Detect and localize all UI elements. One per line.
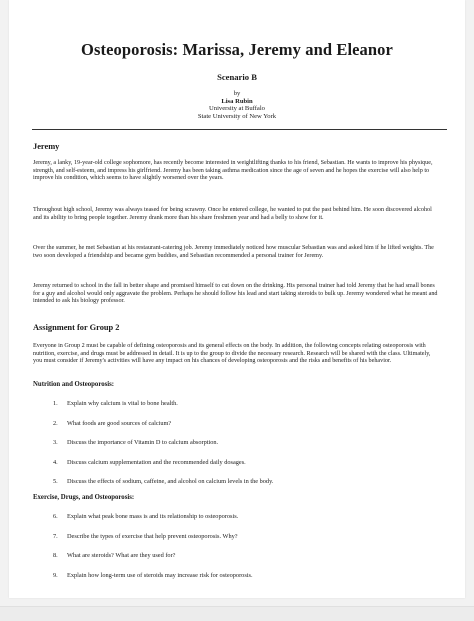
item-number: 9. bbox=[53, 571, 58, 579]
list-item bbox=[53, 552, 433, 572]
item-text: What are steroids? What are they used for? bbox=[67, 552, 176, 559]
item-number: 2. bbox=[53, 419, 58, 427]
affiliation-line-2: State University of New York bbox=[197, 112, 277, 120]
list-item bbox=[53, 459, 433, 479]
item-number: 1. bbox=[53, 400, 58, 407]
item-number: 6. bbox=[53, 513, 58, 520]
jeremy-paragraph-4: Jeremy returned to school in the fall in better shape and promised himself to cut down on the drinking. His personal trainer had told Jeremy that he had small bones for a guy and alcohol would only aggravate the problem. Perhaps he should follow his lead and start taking steroids to bulk up. Jeremy wondered what he meant and intended to ask his biology professor. bbox=[33, 283, 438, 305]
list-item bbox=[53, 572, 433, 592]
item-text: Describe the types of exercise that help prevent osteoporosis. Why? bbox=[67, 532, 238, 540]
nutrition-heading: Nutrition and Osteoporosis: bbox=[33, 381, 115, 388]
nutrition-question-list bbox=[53, 400, 433, 498]
assignment-heading: Assignment for Group 2 bbox=[33, 323, 120, 332]
jeremy-paragraph-2: Throughout high school, Jeremy was always teased for being scrawny. Once he entered college, he wanted to put the past behind him. He soon discovered alcohol and its ability to bring people together. Jeremy drank more than his share freshmen year and had a belly to show for it. bbox=[33, 207, 432, 221]
list-item bbox=[53, 439, 433, 459]
assignment-intro: Everyone in Group 2 must be capable of defining osteoporosis and its general effects on the body. In addition, the following concepts relating osteoporosis with nutrition, exercise, and drugs must be addressed in detail. It is up to the group to divide the necessary research. Research will be shared with the class. Ultimately, you must consider if Jeremy's activities will have any impact on his chances of developing osteoporosis and the risks and benefits of his behavior. bbox=[33, 343, 431, 365]
item-text: What foods are good sources of calcium? bbox=[67, 419, 172, 427]
exercise-question-list bbox=[53, 513, 433, 591]
viewer-bottom-edge bbox=[0, 606, 474, 621]
jeremy-heading: Jeremy bbox=[33, 142, 60, 151]
list-item bbox=[53, 533, 433, 553]
item-number: 8. bbox=[53, 552, 58, 559]
author-name: Lisa Rubin bbox=[221, 97, 253, 105]
item-text: Discuss the importance of Vitamin D to calcium absorption. bbox=[67, 439, 219, 446]
list-item bbox=[53, 513, 433, 533]
document-title: Osteoporosis: Marissa, Jeremy and Eleanor bbox=[81, 40, 393, 59]
item-number: 4. bbox=[53, 458, 58, 466]
list-item bbox=[53, 420, 433, 440]
by-label: by bbox=[233, 90, 241, 97]
jeremy-paragraph-1: Jeremy, a lanky, 19-year-old college sophomore, has recently become interested in weightlifting thanks to his friend, Sebastian. He wants to improve his physique, strength, and self-esteem, and impress his girlfriend. Jeremy has been taking asthma medication since the age of seven and he hopes the exercise will also help to improve his condition, which seems to have slightly worsened over the years. bbox=[33, 160, 433, 182]
item-text: Explain why calcium is vital to bone health. bbox=[67, 400, 178, 407]
jeremy-paragraph-3: Over the summer, he met Sebastian at his restaurant-catering job. Jeremy immediately noticed how muscular Sebastian was and asked him if he lifted weights. The two soon developed a friendship and became gym buddies, and Sebastian recommended a personal trainer for Jeremy. bbox=[33, 245, 434, 259]
affiliation-line-1: University at Buffalo bbox=[209, 105, 265, 113]
scenario-subtitle: Scenario B bbox=[217, 72, 257, 82]
item-number: 5. bbox=[53, 478, 58, 485]
item-text: Discuss calcium supplementation and the recommended daily dosages. bbox=[67, 458, 246, 466]
item-text: Explain what peak bone mass is and its relationship to osteoporosis. bbox=[67, 513, 239, 520]
item-text: Explain how long-term use of steroids may increase risk for osteoporosis. bbox=[67, 571, 253, 579]
exercise-heading: Exercise, Drugs, and Osteoporosis: bbox=[33, 494, 135, 501]
document-page bbox=[9, 0, 465, 598]
item-number: 3. bbox=[53, 439, 58, 446]
item-text: Discuss the effects of sodium, caffeine, and alcohol on calcium levels in the body. bbox=[67, 478, 274, 485]
item-number: 7. bbox=[53, 532, 58, 540]
header-divider bbox=[32, 129, 447, 130]
list-item bbox=[53, 400, 433, 420]
byline bbox=[9, 90, 465, 120]
